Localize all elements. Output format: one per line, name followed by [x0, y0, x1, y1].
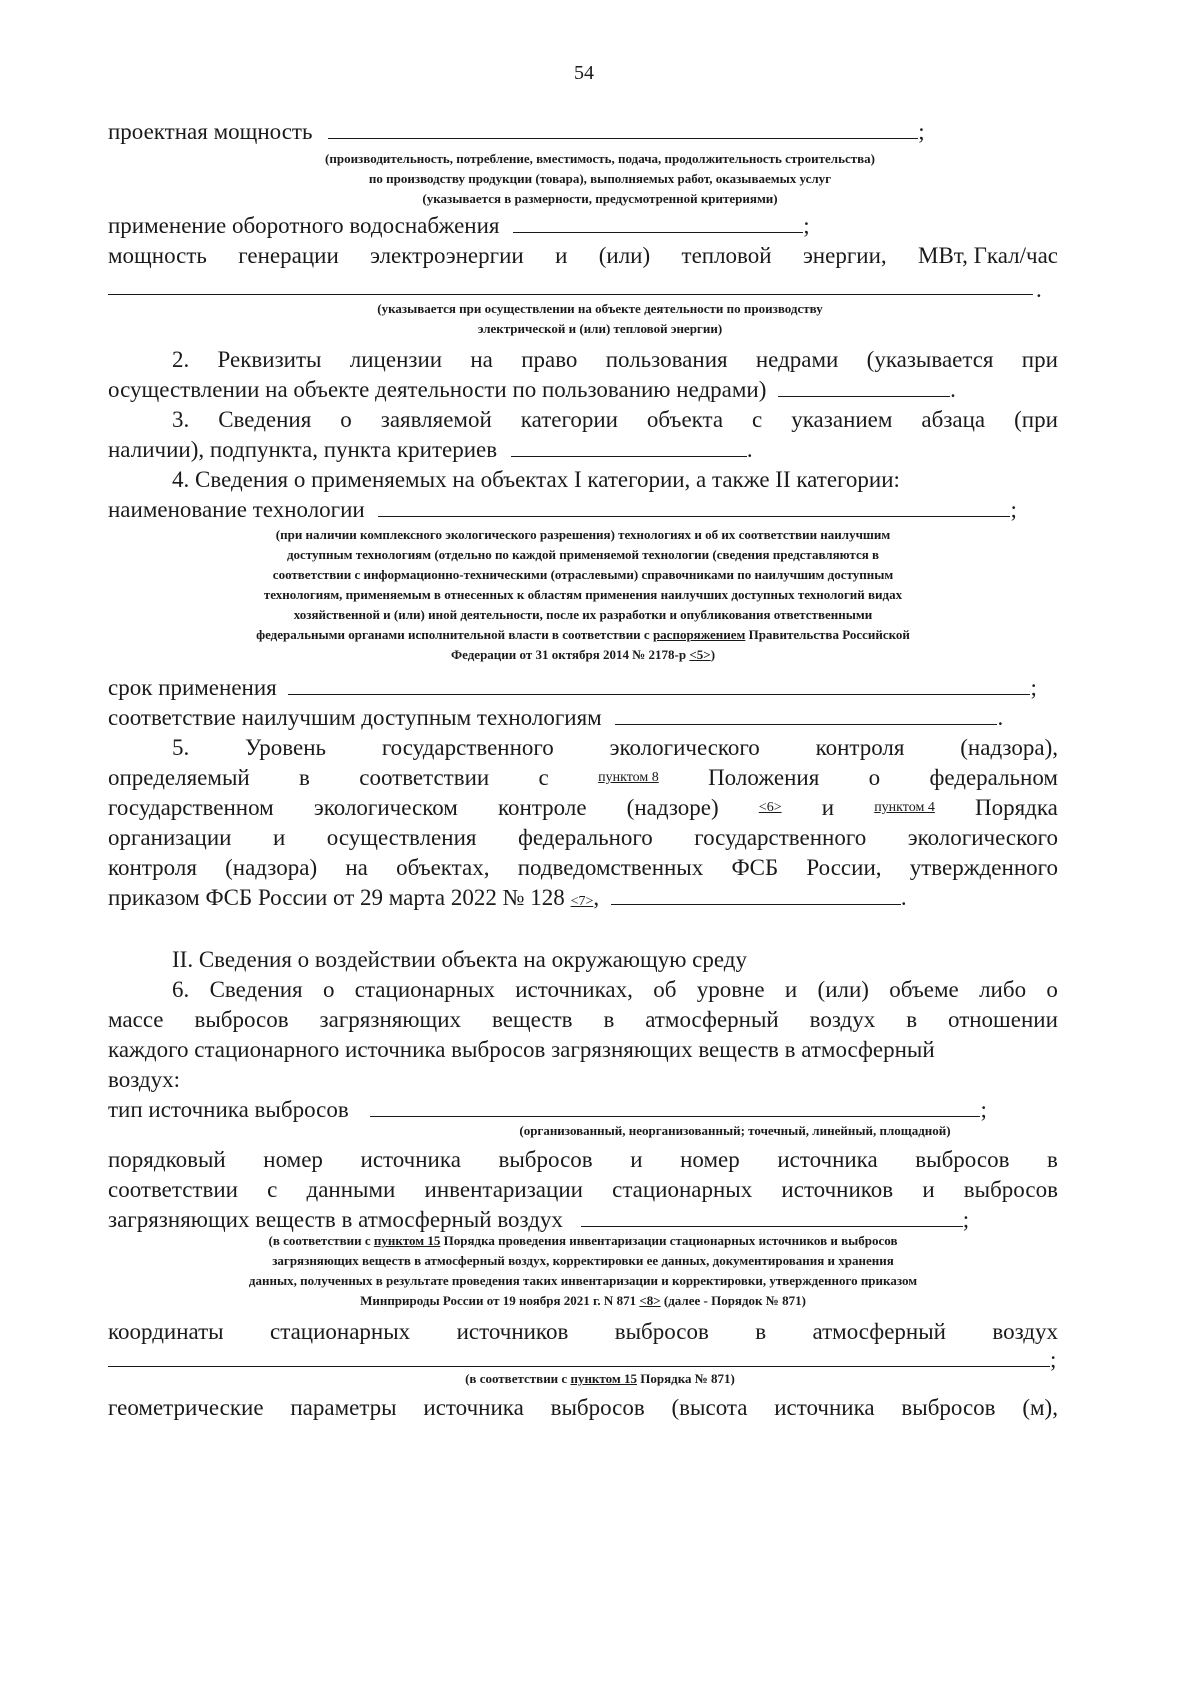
- footnote-link-6[interactable]: <6>: [758, 800, 782, 815]
- hint-technology-6: федеральными органами исполнительной власти в соответствии с распоряжением Правительства Российской: [256, 627, 910, 642]
- line-design-capacity: проектная мощность ;: [108, 119, 925, 144]
- para-5-line-5: контроля (надзора) на объектах, подведомственных ФСБ России, утвержденного: [108, 855, 1058, 880]
- field-water-recycling[interactable]: [513, 214, 803, 233]
- line-bat-compliance: соответствие наилучшим доступным технологиям .: [108, 705, 1004, 730]
- hint-technology-4: технологиям, применяемым в отнесенных к областям применения наилучших доступных технологий видах: [263, 587, 903, 602]
- field-control-level[interactable]: [611, 886, 901, 905]
- hint-capacity-1: (производительность, потребление, вместимость, подача, продолжительность строительства): [325, 151, 875, 166]
- hint-source-type: (организованный, неорганизованный; точечный, линейный, площадной): [519, 1123, 951, 1138]
- para-5-line-3: государственном экологическом контроле (надзоре) <6> и пунктом 4 Порядка: [108, 795, 1058, 820]
- field-bat-compliance[interactable]: [615, 706, 997, 725]
- para-3-line-1: 3. Сведения о заявляемой категории объекта с указанием абзаца (при: [172, 407, 1058, 432]
- line-water-recycling: применение оборотного водоснабжения ;: [108, 213, 810, 238]
- line-generation-power: мощность генерации электроэнергии и (или) тепловой энергии, МВт, Гкал/час: [108, 243, 1058, 268]
- field-object-category[interactable]: [511, 438, 747, 457]
- hint-capacity-3: (указывается в размерности, предусмотренной критериями): [422, 191, 778, 206]
- para-4-line-2: наименование технологии ;: [108, 497, 1017, 522]
- footnote-link-5[interactable]: <5>: [689, 647, 711, 662]
- line-source-type: тип источника выбросов ;: [108, 1097, 987, 1122]
- field-technology-name[interactable]: [378, 498, 1010, 517]
- para-6-line-5: порядковый номер источника выбросов и номер источника выбросов в: [108, 1147, 1058, 1172]
- hint-generation-2: электрической и (или) тепловой энергии): [477, 321, 723, 336]
- para-6-line-1: 6. Сведения о стационарных источниках, об уровне и (или) объеме либо о: [172, 977, 1058, 1002]
- line-application-period: срок применения ;: [108, 675, 1037, 700]
- field-coordinates[interactable]: [108, 1366, 1050, 1367]
- para-6-line-6: соответствии с данными инвентаризации стационарных источников и выбросов: [108, 1177, 1058, 1202]
- hint-capacity-2: по производству продукции (товара), выполняемых работ, оказываемых услуг: [368, 171, 832, 186]
- para-5-line-4: организации и осуществления федерального государственного экологического: [108, 825, 1058, 850]
- para-2-line-2: осуществлении на объекте деятельности по пользованию недрами) .: [108, 377, 956, 402]
- hint-inventory-1: (в соответствии с пунктом 15 Порядка проведения инвентаризации стационарных источников и выбросов: [268, 1233, 898, 1248]
- hint-technology-2: доступным технологиям (отдельно по каждой применяемой технологии (сведения представляются в: [286, 547, 880, 562]
- hint-technology-5: хозяйственной и (или) иной деятельности, после их разработки и опубликования ответственными: [293, 607, 873, 622]
- link-point-8[interactable]: пунктом 8: [598, 770, 659, 785]
- para-6-line-2: массе выбросов загрязняющих веществ в атмосферный воздух в отношении: [108, 1007, 1058, 1032]
- para-6-line-4: воздух:: [108, 1067, 180, 1092]
- hint-generation-1: (указывается при осуществлении на объекте деятельности по производству: [377, 301, 823, 316]
- page-number: 54: [574, 62, 594, 84]
- footnote-link-7[interactable]: <7>: [570, 894, 594, 909]
- hint-technology-7: Федерации от 31 октября 2014 № 2178-р <5>): [450, 647, 716, 662]
- hint-inventory-4: Минприроды России от 19 ноября 2021 г. N 871 <8> (далее - Порядок № 871): [360, 1293, 806, 1308]
- footnote-link-8[interactable]: <8>: [639, 1293, 661, 1308]
- hint-technology-3: соответствии с информационно-техническими (отраслевыми) справочниками по наилучшим доступным: [272, 567, 894, 582]
- hint-inventory-2: загрязняющих веществ в атмосферный воздух, корректировки ее данных, документирования и хранения: [272, 1253, 894, 1268]
- section-2-heading: II. Сведения о воздействии объекта на окружающую среду: [172, 947, 747, 972]
- para-5-line-1: 5. Уровень государственного экологического контроля (надзора),: [172, 735, 1058, 760]
- link-point-15[interactable]: пунктом 15: [373, 1233, 441, 1248]
- hint-technology-1: (при наличии комплексного экологического разрешения) технологиях и об их соответствии наилучшим: [275, 527, 891, 542]
- field-generation-power[interactable]: [108, 294, 1033, 295]
- field-application-period[interactable]: [288, 676, 1030, 695]
- hint-inventory-3: данных, полученных в результате проведения таких инвентаризации и корректировки, утвержденного приказом: [248, 1273, 918, 1288]
- field-source-type[interactable]: [370, 1098, 980, 1117]
- document-page: 54 проектная мощность ; (производительность, потребление, вместимость, подача, продолжительность строительства) по производству продукции (товара), выполняемых работ, оказываемых услуг (указывается в размерности, предусмотренной критериями) применение оборотного водоснабжения ; мощность генерации электроэнергии и (или) тепловой энергии, МВт, Гкал/час . (указывается при осуществлении на объекте деятельности по производству электрической и (или) тепловой энергии) 2. Реквизиты лицензии на право пользования недрами (указывается при осуществлении на объекте деятельности по пользованию недрами) . 3. Сведения о заявляемой категории объекта с указанием абзаца (при наличии), подпункта, пункта критериев . 4. Сведения о применяемых на объектах I категории, а также II категории: наименование технологии ; (при наличии комплексного экологического разрешения) технологиях и об их соответствии наилучшим доступным технологиям (отдельно по каждой применяемой технологии (сведения представляются в соответствии с информационно-техническими (отраслевыми) справочниками по наилучшим доступным технологиям, применяемым в отнесенных к областям применения наилучших доступных технологий видах хозяйственной и (или) иной деятельности, после их разработки и опубликования ответственными федеральными органами исполнительной власти в соответствии с распоряжением Правительства Российской Федерации от 31 октября 2014 № 2178-р <5>) срок применения ; соответствие наилучшим доступным технологиям . 5. Уровень государственного экологического контроля (надзора), определяемый в соответствии с пунктом 8 Положения о федеральном государственном экологическом контроле (надзоре) <6> и пунктом 4 Порядка организации и осуществления федерального государственного экологического контроля (надзора) на объектах, подведомственных ФСБ России, утвержденного приказом ФСБ России от 29 марта 2022 № 128 <7>, . II. Сведения о воздействии объекта на окружающую среду 6. Сведения о стационарных источниках, об уровне и (или) объеме либо о массе выбросов загрязняющих веществ в атмосферный воздух в отношении каждого стационарного источника выбросов загрязняющих веществ в атмосферный воздух: тип источника выбросов ; (организованный, неорганизованный; точечный, линейный, площадной) порядковый номер источника выбросов и номер источника выбросов в соответствии с данными инвентаризации стационарных источников и выбросов загрязняющих веществ в атмосферный воздух ; (в соответствии с пунктом 15 Порядка проведения инвентаризации стационарных источников и выбросов загрязняющих веществ в атмосферный воздух, корректировки ее данных, документирования и хранения данных, полученных в результате проведения таких инвентаризации и корректировки, утвержденного приказом Минприроды России от 19 ноября 2021 г. N 871 <8> (далее - Порядок № 871) координаты стационарных источников выбросов в атмосферный воздух ; (в соответствии с пунктом 15 Порядка № 871) геометрические параметры источника выбросов (высота источника выбросов (м),: [108, 62, 1058, 1420]
- para-2-line-1: 2. Реквизиты лицензии на право пользования недрами (указывается при: [172, 347, 1058, 372]
- line-geometric-params: геометрические параметры источника выбросов (высота источника выбросов (м),: [108, 1395, 1058, 1420]
- hint-coordinates: (в соответствии с пунктом 15 Порядка № 871): [465, 1371, 735, 1386]
- field-design-capacity[interactable]: [328, 120, 918, 139]
- line-source-number: загрязняющих веществ в атмосферный воздух ;: [108, 1207, 970, 1232]
- field-source-number[interactable]: [581, 1208, 963, 1227]
- para-6-line-3: каждого стационарного источника выбросов загрязняющих веществ в атмосферный: [108, 1037, 935, 1062]
- link-point-4[interactable]: пунктом 4: [874, 800, 935, 815]
- para-5-line-2: определяемый в соответствии с пунктом 8 Положения о федеральном: [108, 765, 1058, 790]
- para-4-line-1: 4. Сведения о применяемых на объектах I категории, а также II категории:: [172, 467, 900, 492]
- para-5-line-6: приказом ФСБ России от 29 марта 2022 № 128 <7>, .: [108, 885, 907, 910]
- link-government-order[interactable]: распоряжением: [652, 627, 746, 642]
- line-coordinates: координаты стационарных источников выбросов в атмосферный воздух: [108, 1319, 1058, 1344]
- para-3-line-2: наличии), подпункта, пункта критериев .: [108, 437, 753, 462]
- label-design-capacity: проектная мощность: [108, 119, 313, 144]
- link-point-15-coordinates[interactable]: пунктом 15: [570, 1371, 637, 1386]
- field-subsoil-license[interactable]: [778, 378, 950, 397]
